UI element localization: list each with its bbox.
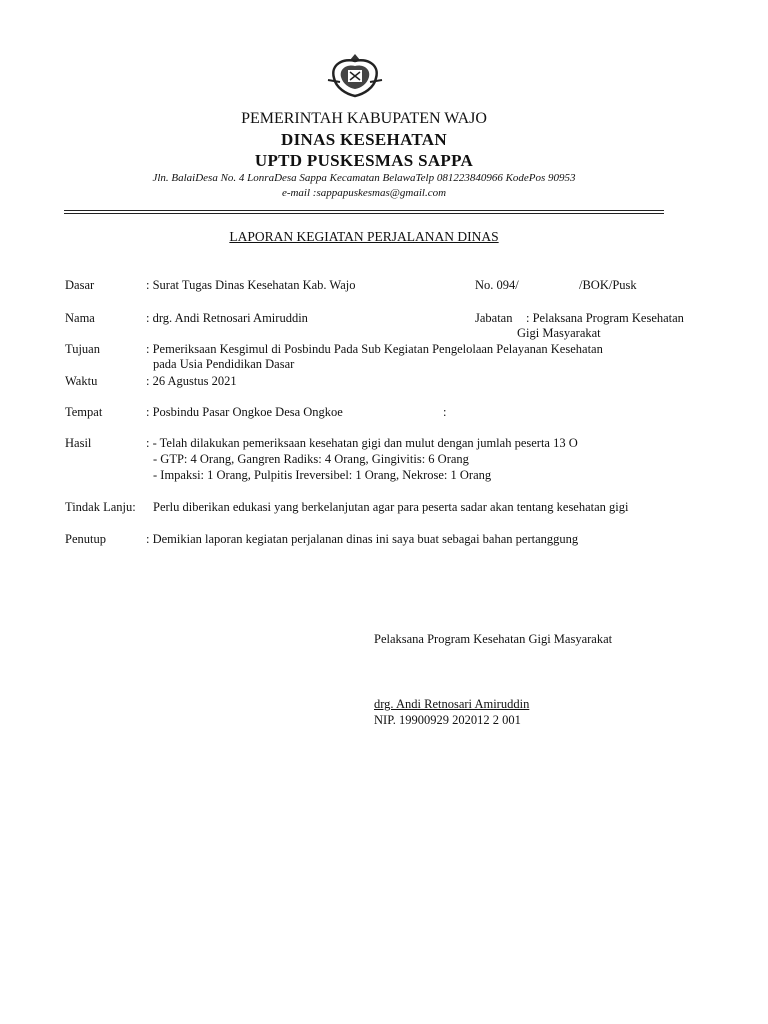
- waktu-label: Waktu: [65, 374, 98, 388]
- hasil-label: Hasil: [65, 436, 92, 450]
- penutup-label: Penutup: [65, 532, 106, 546]
- tempat-extra-colon: :: [443, 405, 447, 419]
- header-unit: UPTD PUSKESMAS SAPPA: [254, 151, 474, 170]
- dasar-value: : Surat Tugas Dinas Kesehatan Kab. Wajo: [146, 278, 356, 292]
- tujuan-label: Tujuan: [65, 342, 100, 356]
- tempat-label: Tempat: [65, 405, 103, 419]
- signature-nip: NIP. 19900929 202012 2 001: [374, 713, 521, 727]
- tujuan-value-line2: pada Usia Pendidikan Dasar: [153, 357, 295, 371]
- tindak-lanjut-value: Perlu diberikan edukasi yang berkelanjutan agar para peserta sadar akan tentang kesehatan gigi: [153, 500, 629, 514]
- tempat-value: : Posbindu Pasar Ongkoe Desa Ongkoe: [146, 405, 343, 419]
- header-divider-thin: [64, 213, 664, 214]
- hasil-line1: : - Telah dilakukan pemeriksaan kesehatan gigi dan mulut dengan jumlah peserta 13 O: [146, 436, 578, 450]
- tujuan-value-line1: : Pemeriksaan Kesgimul di Posbindu Pada Sub Kegiatan Pengelolaan Pelayanan Kesehatan: [146, 342, 603, 356]
- dasar-number-suffix: /BOK/Pusk: [579, 278, 637, 292]
- nama-value: : drg. Andi Retnosari Amiruddin: [146, 311, 308, 325]
- dasar-label: Dasar: [65, 278, 95, 292]
- jabatan-value: : Pelaksana Program Kesehatan: [526, 311, 684, 325]
- header-department: DINAS KESEHATAN: [281, 130, 447, 149]
- header-divider-thick: [64, 210, 664, 211]
- waktu-value: : 26 Agustus 2021: [146, 374, 237, 388]
- government-crest-icon: [326, 52, 384, 98]
- penutup-value: : Demikian laporan kegiatan perjalanan dinas ini saya buat sebagai bahan pertanggung: [146, 532, 579, 546]
- hasil-line3: - Impaksi: 1 Orang, Pulpitis Ireversibel: 1 Orang, Nekrose: 1 Orang: [153, 468, 492, 482]
- signature-name: drg. Andi Retnosari Amiruddin: [374, 697, 530, 711]
- signature-role: Pelaksana Program Kesehatan Gigi Masyarakat: [374, 632, 613, 646]
- dasar-number-label: No. 094/: [475, 278, 519, 292]
- tindak-lanjut-label: Tindak Lanju:: [65, 500, 136, 514]
- jabatan-value-line2: Gigi Masyarakat: [517, 326, 601, 340]
- header-government: PEMERINTAH KABUPATEN WAJO: [241, 110, 487, 127]
- jabatan-label: Jabatan: [475, 311, 513, 325]
- header-address: Jln. BalaiDesa No. 4 LonraDesa Sappa Kecamatan BelawaTelp 081223840966 KodePos 90953: [152, 172, 576, 184]
- document-title: LAPORAN KEGIATAN PERJALANAN DINAS: [229, 229, 499, 244]
- hasil-line2: - GTP: 4 Orang, Gangren Radiks: 4 Orang, Gingivitis: 6 Orang: [153, 452, 469, 466]
- header-email: e-mail :sappapuskesmas@gmail.com: [281, 187, 447, 199]
- nama-label: Nama: [65, 311, 95, 325]
